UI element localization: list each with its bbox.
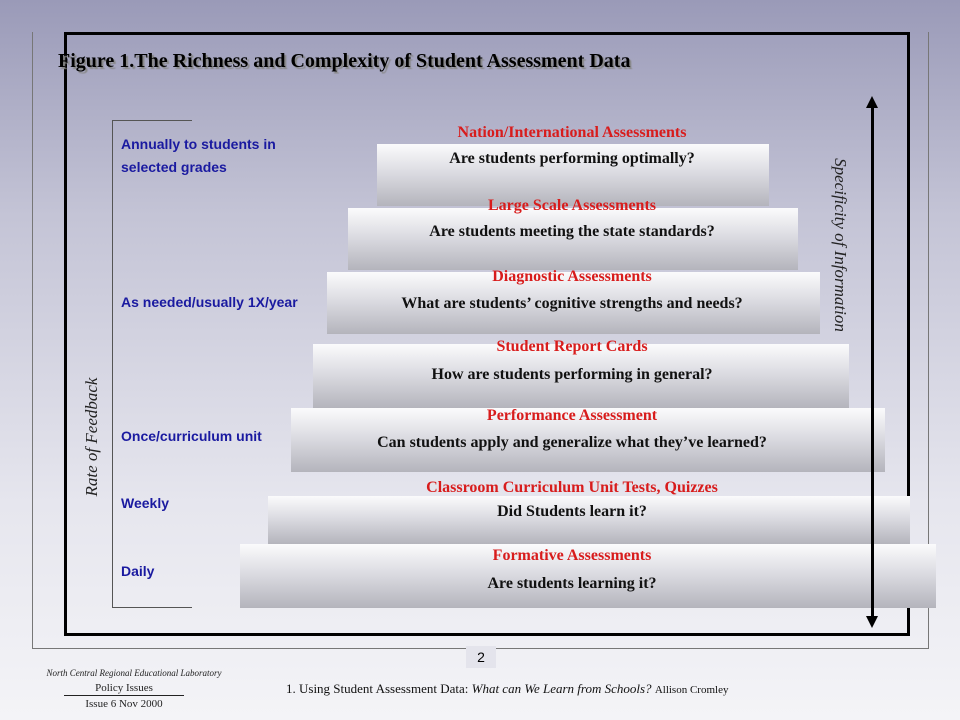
tier-question-formative: Are students learning it? <box>487 575 657 592</box>
tier-question-diagnostic: What are students’ cognitive strengths and needs? <box>401 295 743 312</box>
tier-title-classroom: Classroom Curriculum Unit Tests, Quizzes <box>426 479 718 496</box>
tier-question-performance: Can students apply and generalize what they’ve learned? <box>377 434 767 451</box>
tier-title-national: Nation/International Assessments <box>457 124 687 141</box>
frequency-daily: Daily <box>121 563 155 579</box>
arrow-up-icon <box>866 96 878 108</box>
footer-series: Policy Issues <box>64 682 184 696</box>
tier-title-report-cards: Student Report Cards <box>496 338 648 355</box>
frequency-annually-line1: Annually to students in <box>121 136 276 152</box>
feedback-bracket <box>112 120 192 608</box>
tier-question-classroom: Did Students learn it? <box>497 503 647 520</box>
specificity-of-information-label: Specificity of Information <box>831 158 850 332</box>
tier-question-report-cards: How are students performing in general? <box>431 366 713 383</box>
tier-title-performance: Performance Assessment <box>486 407 658 424</box>
page-number: 2 <box>466 646 496 668</box>
tier-question-national: Are students performing optimally? <box>449 150 695 167</box>
outer-border-left <box>32 32 33 648</box>
tier-title-formative: Formative Assessments <box>492 547 652 564</box>
tier-question-large-scale: Are students meeting the state standards? <box>429 223 715 240</box>
footer-issue: Issue 6 Nov 2000 <box>85 698 163 710</box>
frequency-as-needed: As needed/usually 1X/year <box>121 294 298 310</box>
citation-title: What can We Learn from Schools? <box>471 681 652 696</box>
tier-title-large-scale: Large Scale Assessments <box>488 197 656 214</box>
frequency-once-per-unit: Once/curriculum unit <box>121 428 262 444</box>
frequency-annually <box>121 133 276 179</box>
specificity-arrow-shaft <box>871 104 874 620</box>
figure-title: Figure 1.The Richness and Complexity of Student Assessment Data <box>58 50 631 72</box>
rate-of-feedback-label: Rate of Feedback <box>82 377 101 497</box>
footer-organization: North Central Regional Educational Laboratory <box>46 668 222 678</box>
tier-title-diagnostic: Diagnostic Assessments <box>492 268 652 285</box>
arrow-down-icon <box>866 616 878 628</box>
footer-citation <box>286 681 728 697</box>
frequency-weekly: Weekly <box>121 495 169 511</box>
citation-author: Allison Cromley <box>654 684 729 696</box>
frequency-annually-line2: selected grades <box>121 159 227 175</box>
citation-prefix: 1. Using Student Assessment Data: <box>286 681 469 696</box>
